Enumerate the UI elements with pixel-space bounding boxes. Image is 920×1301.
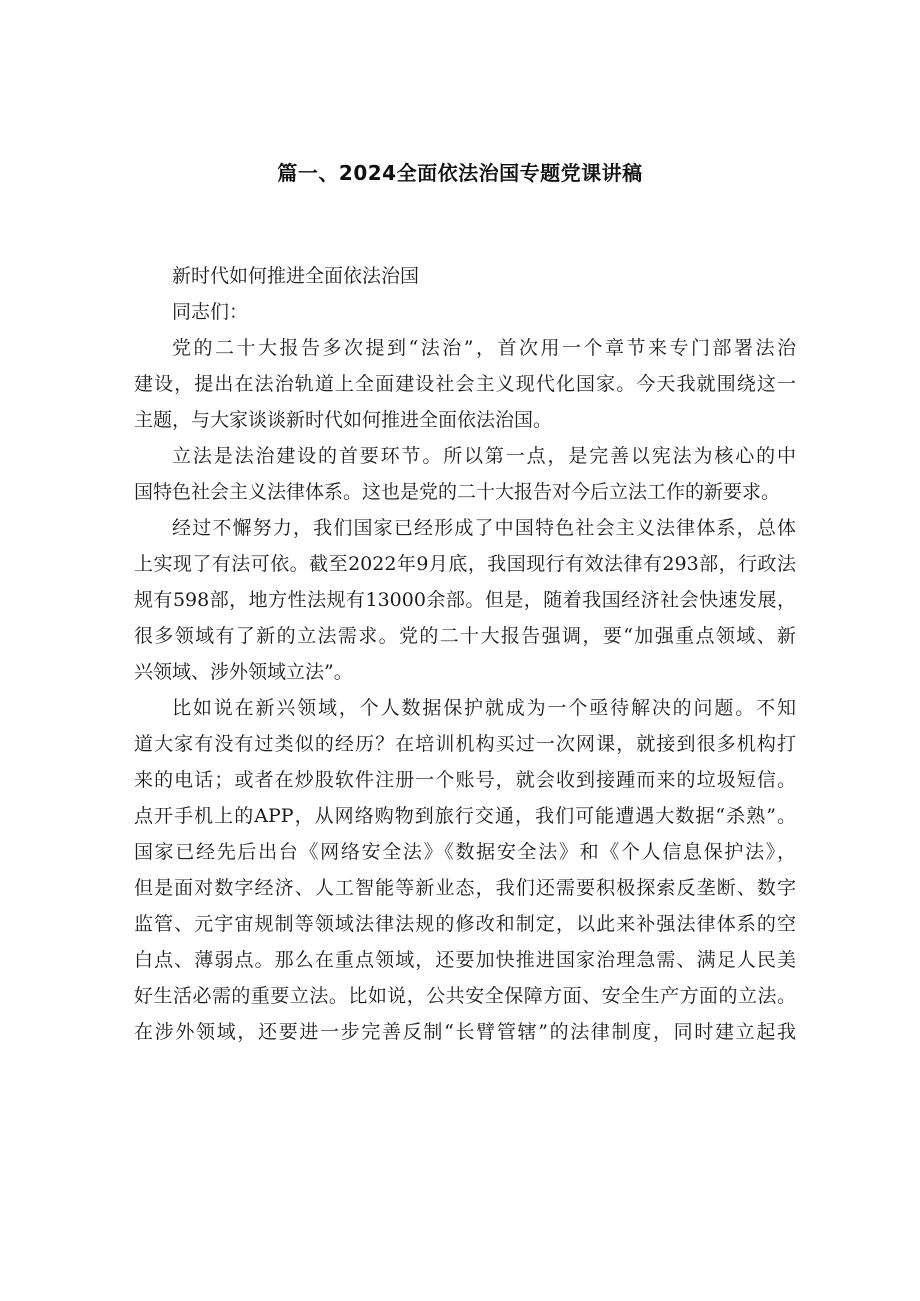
text-line: 立法是法治建设的首要环节。所以第一点，是完善以宪法为核心的中 [172, 445, 796, 467]
text-line: 上实现了有法可依。截至2022年9月底，我国现行有效法律有293部，行政法 [134, 553, 796, 575]
text-line: 党的二十大报告多次提到“法治”，首次用一个章节来专门部署法治 [172, 337, 796, 359]
document-body [134, 258, 796, 1050]
text-line: 比如说在新兴领域，个人数据保护就成为一个亟待解决的问题。不知 [172, 697, 796, 719]
text-line: 监管、元宇宙规制等领域法律法规的修改和制定，以此来补强法律体系的空 [134, 913, 796, 935]
text-line: 经过不懈努力，我们国家已经形成了中国特色社会主义法律体系，总体 [172, 517, 796, 539]
text-line: 但是面对数字经济、人工智能等新业态，我们还需要积极探索反垄断、数字 [134, 877, 796, 899]
text-line: 同志们： [172, 301, 249, 323]
text-line: 好生活必需的重要立法。比如说，公共安全保障方面、安全生产方面的立法。 [134, 985, 796, 1007]
text-line: 道大家有没有过类似的经历？在培训机构买过一次网课，就接到很多机构打 [134, 733, 796, 755]
document-title: 篇一、2024全面依法治国专题党课讲稿 [277, 161, 643, 185]
text-line: 国家已经先后出台《网络安全法》《数据安全法》和《个人信息保护法》， [134, 841, 796, 863]
text-line: 在涉外领域，还要进一步完善反制“长臂管辖”的法律制度，同时建立起我 [134, 1021, 796, 1043]
text-line: 新时代如何推进全面依法治国 [172, 265, 420, 287]
text-line: 很多领域有了新的立法需求。党的二十大报告强调，要“加强重点领域、新 [134, 625, 796, 647]
text-line: 国特色社会主义法律体系。这也是党的二十大报告对今后立法工作的新要求。 [134, 481, 781, 503]
text-line: 建设，提出在法治轨道上全面建设社会主义现代化国家。今天我就围绕这一 [134, 373, 796, 395]
text-line: 规有598部，地方性法规有13000余部。但是，随着我国经济社会快速发展， [134, 589, 796, 611]
text-line: 点开手机上的APP，从网络购物到旅行交通，我们可能遭遇大数据“杀熟”。 [134, 805, 796, 827]
text-line: 来的电话；或者在炒股软件注册一个账号，就会收到接踵而来的垃圾短信。 [134, 769, 796, 791]
text-line: 主题，与大家谈谈新时代如何推进全面依法治国。 [134, 409, 553, 431]
text-line: 白点、薄弱点。那么在重点领域，还要加快推进国家治理急需、满足人民美 [134, 949, 796, 971]
text-line: 兴领域、涉外领域立法”。 [134, 661, 353, 683]
